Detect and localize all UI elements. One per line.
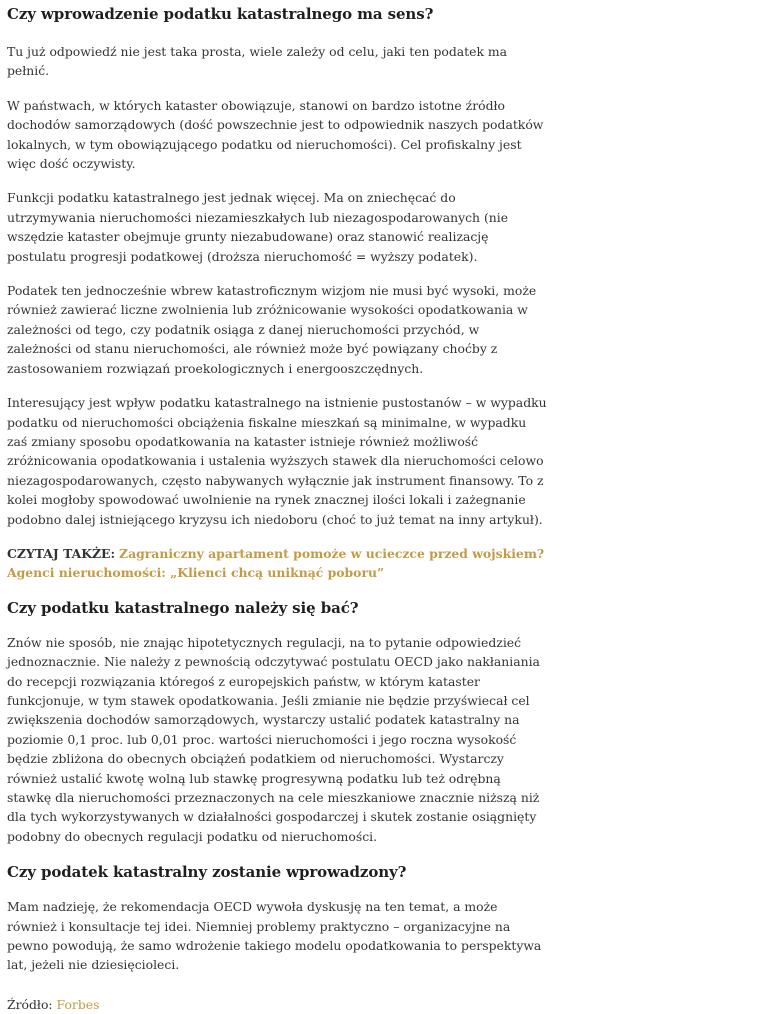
section-heading-introduced: Czy podatek katastralny zostanie wprowadzony? xyxy=(7,863,407,882)
paragraph: Funkcji podatku katastralnego jest jednak więcej. Ma on zniechęcać do utrzymywania nieruchomości niezamieszkałych lub niezagospodarowanych (nie wszędzie kataster obejmuje grunty niezabudowane) oraz stanowić realizację postulatu progresji podatkowej (droższa nieruchomość = wyższy podatek). xyxy=(7,190,509,264)
paragraph: Tu już odpowiedź nie jest taka prosta, wiele zależy od celu, jaki ten podatek ma pełnić. xyxy=(7,44,508,79)
article-body xyxy=(7,0,547,1014)
paragraph: Mam nadzieję, że rekomendacja OECD wywoła dyskusję na ten temat, a może również i konsultacje tej idei. Niemniej problemy praktyczno – organizacyjne na pewno powodują, że samo wdrożenie takiego modelu opodatkowania to perspektywa lat, jeżeli nie dziesięcioleci. xyxy=(7,899,542,973)
paragraph: Interesujący jest wpływ podatku katastralnego na istnienie pustostanów – w wypadku podatku od nieruchomości obciążenia fiskalne mieszkań są minimalne, w wypadku zaś zmiany sposobu opodatkowania na kataster istnieje również możliwość zróżnicowania opodatkowania i ustalenia wyższych stawek dla nieruchomości celowo niezagospodarowanych, często nabywanych wyłącznie jak instrument finansowy. To z kolei mogłoby spowodować uwolnienie na rynek znacznej ilości lokali i zażegnanie podobno dalej istniejącego kryzysu ich niedoboru (choć to już temat na inny artykuł). xyxy=(7,395,547,527)
read-also-label: CZYTAJ TAKŻE: xyxy=(7,545,116,561)
section-heading-sense: Czy wprowadzenie podatku katastralnego ma sens? xyxy=(7,5,434,23)
paragraph: Znów nie sposób, nie znając hipotetycznych regulacji, na to pytanie odpowiedzieć jednoznacznie. Nie należy z pewnością odczytywać postulatu OECD jako nakłaniania do recepcji rozwiązania któregoś z europejskich państw, w którym kataster funkcjonuje, w tym stawek opodatkowania. Jeśli zmianie nie będzie przyświecał cel zwiększenia dochodów samorządowych, wystarczy ustalić podatek katastralny na poziomie 0,1 proc. lub 0,01 proc. wartości nieruchomości i jego roczna wysokość będzie zbliżona do obecnych obciążeń podatkiem od nieruchomości. Wystarczy również ustalić kwotę wolną lub stawkę progresywną podatku lub też odrębną stawkę dla nieruchomości przeznaczonych na cele mieszkaniowe znacznie niższą niż dla tych wykorzystywanych w działalności gospodarczej i skutek zostanie osiągnięty podobny do obecnych regulacji podatku od nieruchomości. xyxy=(7,634,540,844)
paragraph: Podatek ten jednocześnie wbrew katastroficznym wizjom nie musi być wysoki, może również zawierać liczne zwolnienia lub zróżnicowanie wysokości opodatkowania w zależności od tego, czy podatnik osiąga z danej nieruchomości przychód, w zależności od stanu nieruchomości, ale również może być powiązany choćby z zastosowaniem rozwiązań proekologicznych i energooszczędnych. xyxy=(7,283,537,376)
section-heading-fear: Czy podatku katastralnego należy się bać? xyxy=(7,598,359,617)
read-also-block xyxy=(7,544,547,583)
paragraph: W państwach, w których kataster obowiązuje, stanowi on bardzo istotne źródło dochodów samorządowych (dość powszechnie jest to odpowiednik naszych podatków lokalnych, w tym obowiązującego podatku od nieruchomości). Cel profiskalny jest więc dość oczywisty. xyxy=(7,97,544,172)
read-also-link[interactable]: Zagraniczny apartament pomoże w ucieczce przed wojskiem? Agenci nieruchomości: „Klienci chcą uniknąć poboru” xyxy=(7,545,545,581)
source-link[interactable]: Forbes xyxy=(56,996,100,1012)
source-label: Źródło: xyxy=(7,996,53,1012)
source-line xyxy=(7,995,547,1014)
